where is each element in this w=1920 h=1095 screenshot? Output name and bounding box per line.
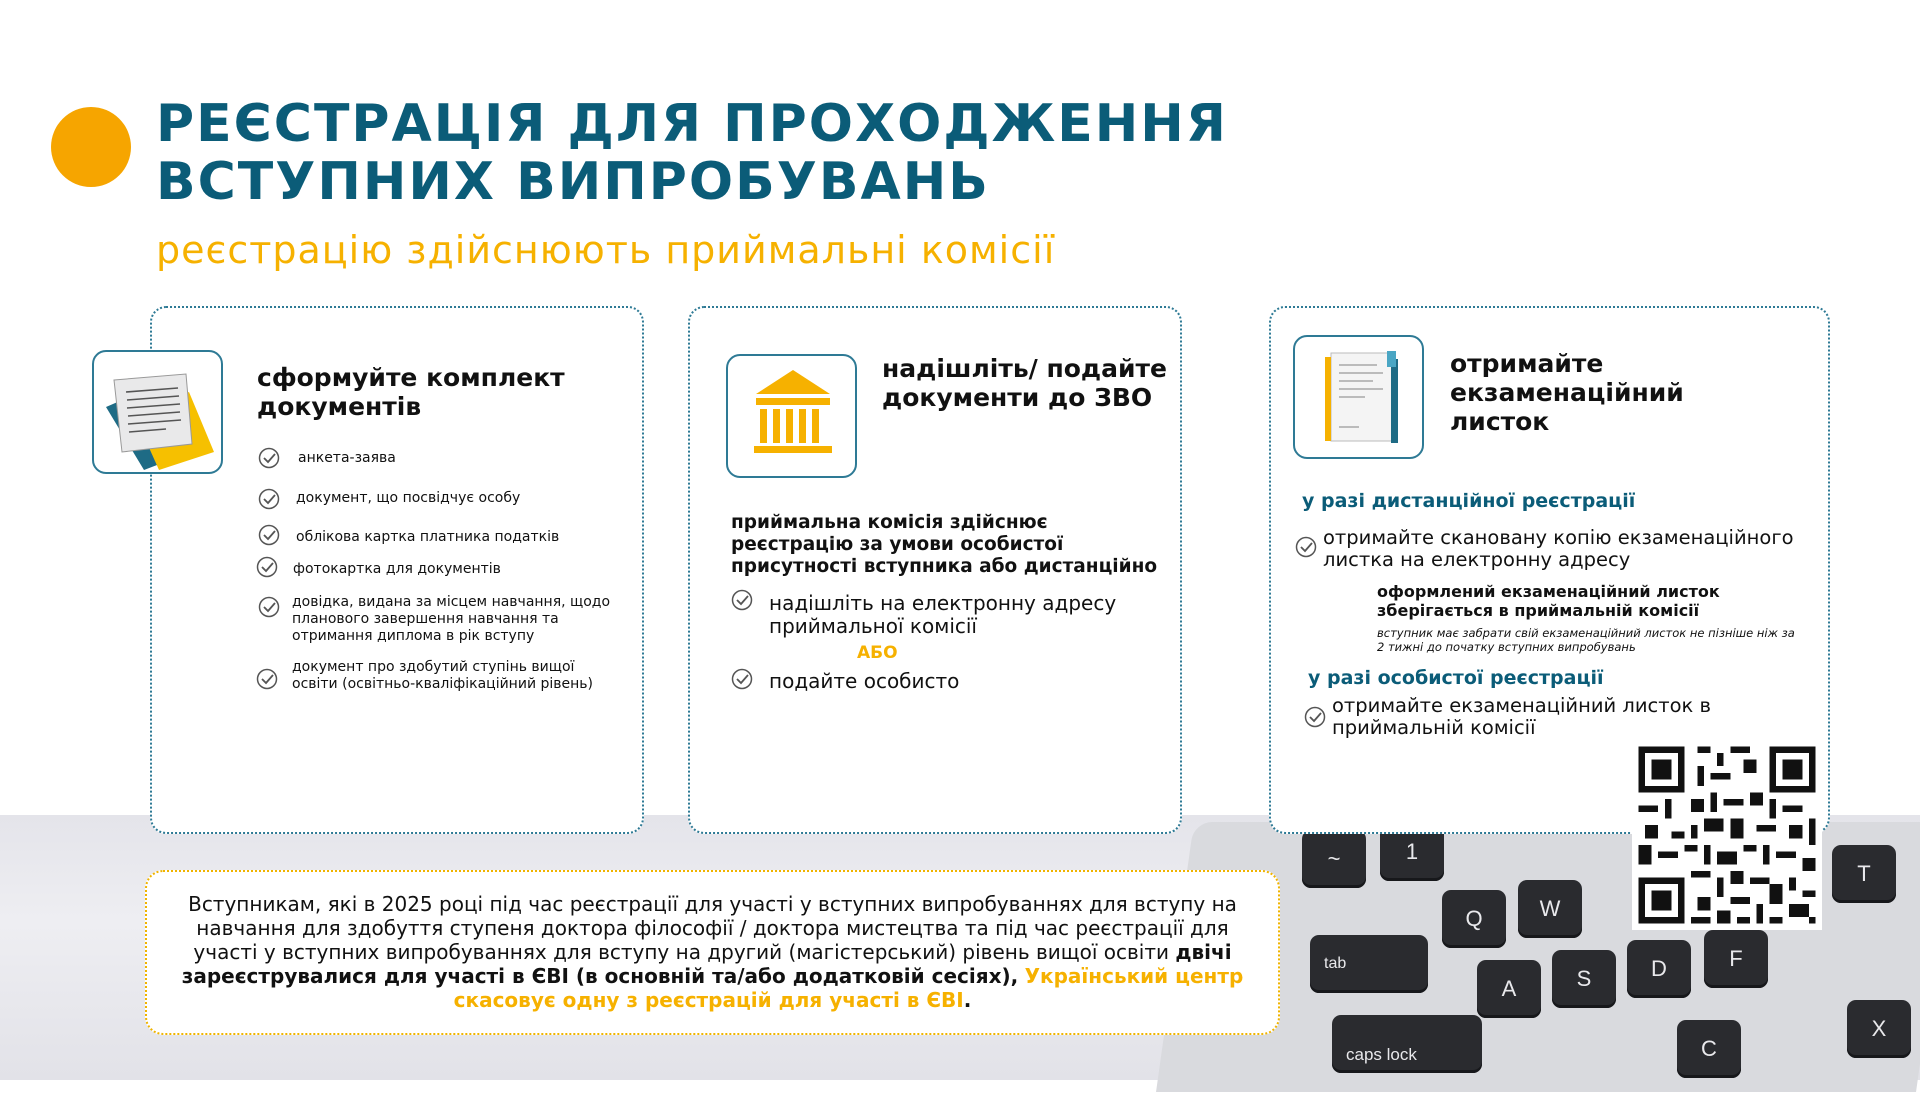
check-icon xyxy=(258,447,280,469)
document-list-item: документ, що посвідчує особу xyxy=(296,490,521,506)
card-exam-sheet-title: отримайте екзаменаційний листок xyxy=(1450,349,1684,436)
document-list-item: документ про здобутий ступінь вищої освіти (освітньо-кваліфікаційний рівень) xyxy=(292,659,593,692)
exam-sheet-stored-notice: оформлений екзаменаційний листок зберігається в приймальній комісії xyxy=(1377,582,1720,620)
page-title xyxy=(156,95,1356,211)
or-label: АБО xyxy=(857,643,898,663)
key-tab: tab xyxy=(1310,935,1428,993)
key-w: W xyxy=(1518,880,1582,938)
check-icon xyxy=(258,488,280,510)
orange-dot-decoration xyxy=(51,107,131,187)
remote-registration-heading: у разі дистанційної реєстрації xyxy=(1302,490,1636,512)
check-icon xyxy=(731,589,753,611)
title-line-2: ВСТУПНИХ ВИПРОБУВАНЬ xyxy=(156,152,990,212)
key-s: S xyxy=(1552,950,1616,1008)
notice-period: . xyxy=(963,988,972,1012)
check-icon xyxy=(1295,536,1317,558)
key-q: Q xyxy=(1442,890,1506,948)
key-x: X xyxy=(1847,1000,1911,1058)
page-subtitle: реєстрацію здійснюють приймальні комісії xyxy=(156,228,1056,272)
submit-option-in-person: подайте особисто xyxy=(769,669,960,693)
key-f: F xyxy=(1704,930,1768,988)
check-icon xyxy=(256,556,278,578)
key-tilde: ~ xyxy=(1302,830,1366,888)
check-icon xyxy=(258,596,280,618)
check-icon xyxy=(731,668,753,690)
remote-registration-item: отримайте скановану копію екзаменаційного листка на електронну адресу xyxy=(1323,526,1794,571)
card-submit-title: надішліть/ подайте документи до ЗВО xyxy=(882,354,1167,412)
documents-icon xyxy=(92,350,223,474)
card-documents-title: сформуйте комплект документів xyxy=(257,363,565,421)
personal-registration-heading: у разі особистої реєстрації xyxy=(1308,667,1604,689)
double-registration-notice xyxy=(145,870,1280,1035)
check-icon xyxy=(256,668,278,690)
notice-bold-text: двічі зареєструвалися для участі в ЄВІ (в основній та/або додатковій сесіях), xyxy=(181,940,1232,988)
notice-text: Вступникам, які в 2025 році під час реєстрації для участі у вступних випробуваннях для вступу на навчання для здобуття ступеня доктора філософії / доктора мистецтва та під час реєстрації для участі у вступних випробуваннях для вступу на другий (магістерський) рівень вищої освіти xyxy=(188,892,1237,964)
key-c: C xyxy=(1677,1020,1741,1078)
key-caps-lock: caps lock xyxy=(1332,1015,1482,1073)
document-list-item: фотокартка для документів xyxy=(293,561,501,577)
exam-sheet-pickup-note: вступник має забрати свій екзаменаційний листок не пізніше ніж за 2 тижні до початку вступних випробувань xyxy=(1377,626,1795,654)
key-1: 1 xyxy=(1380,823,1444,881)
exam-sheet-icon xyxy=(1293,335,1424,459)
qr-code[interactable] xyxy=(1632,740,1822,930)
submit-option-email: надішліть на електронну адресу приймальної комісії xyxy=(769,591,1117,638)
check-icon xyxy=(1304,706,1326,728)
university-building-icon xyxy=(726,354,857,478)
notice-highlight: Український центр скасовує одну з реєстрацій для участі в ЄВІ xyxy=(453,964,1244,1012)
document-list-item: анкета-заява xyxy=(298,450,396,466)
title-line-1: РЕЄСТРАЦІЯ ДЛЯ ПРОХОДЖЕННЯ xyxy=(156,94,1228,154)
personal-registration-item: отримайте екзаменаційний листок в приймальній комісії xyxy=(1332,694,1712,739)
key-a: A xyxy=(1477,960,1541,1018)
key-t: T xyxy=(1832,845,1896,903)
document-list-item: довідка, видана за місцем навчання, щодо планового завершення навчання та отримання диплома в рік вступу xyxy=(292,594,611,644)
document-list-item: облікова картка платника податків xyxy=(296,529,560,545)
key-d: D xyxy=(1627,940,1691,998)
check-icon xyxy=(258,524,280,546)
card-submit-intro: приймальна комісія здійснює реєстрацію за умови особистої присутності вступника або дистанційно xyxy=(731,512,1158,577)
